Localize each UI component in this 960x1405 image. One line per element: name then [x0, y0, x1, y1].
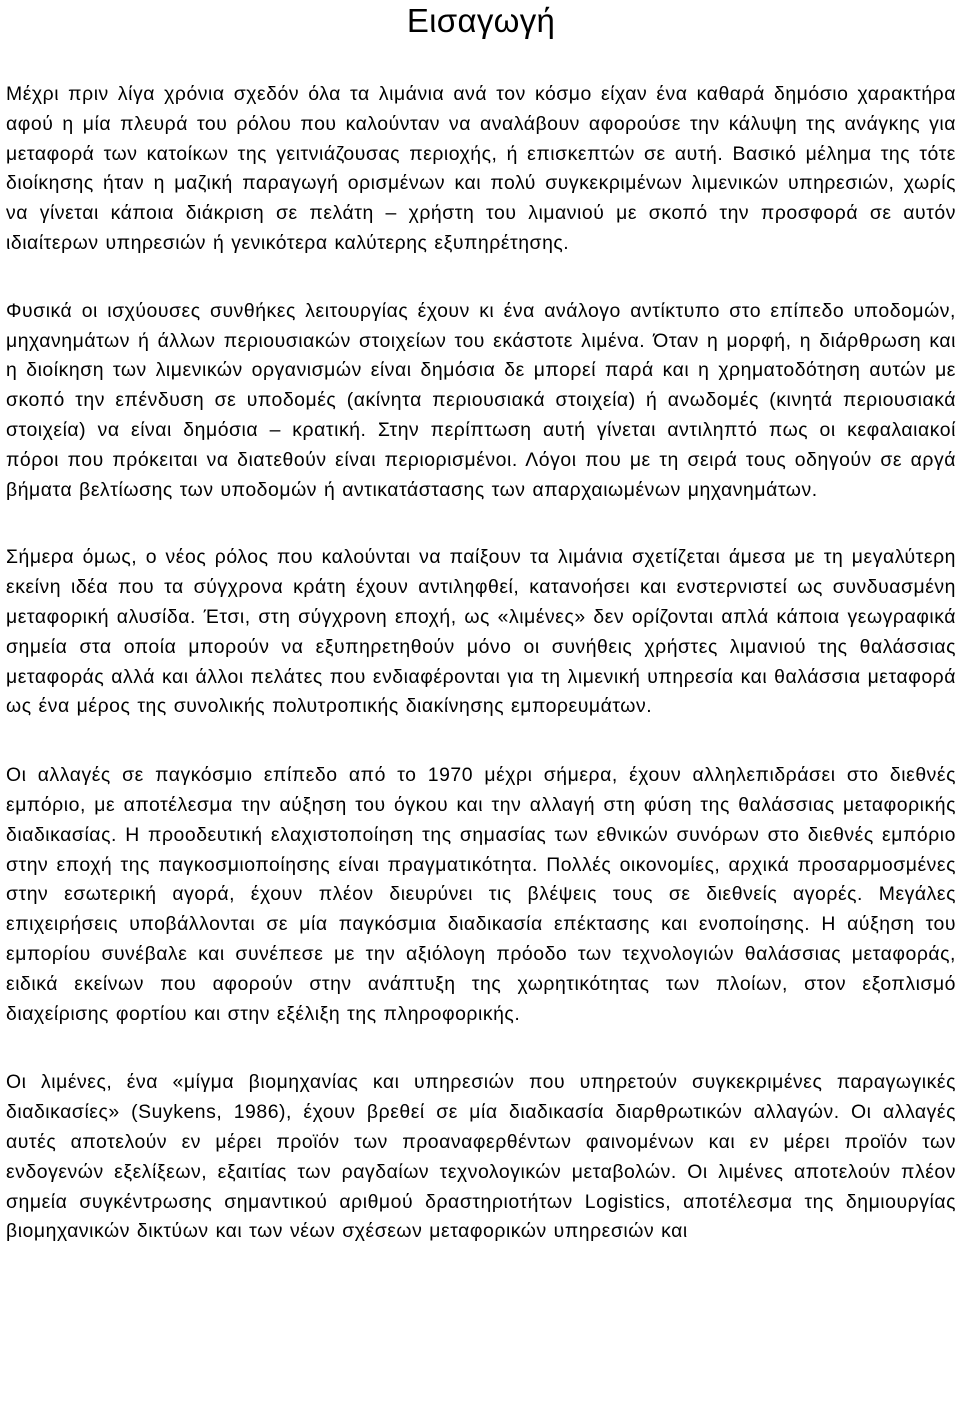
paragraph-3: Σήμερα όμως, ο νέος ρόλος που καλούνται να παίξουν τα λιμάνια σχετίζεται άμεσα με τη μεγαλύτερη εκείνη ιδέα που τα σύγχρονα κράτη έχουν αντιληφθεί, κατανοήσει και ενστερνιστεί ως συνδυασμένη μεταφορική αλυσίδα. Έτσι, στη σύγχρονη εποχή, ως «λιμένες» δεν ορίζονται απλά κάποια γεωγραφικά σημεία στα οποία μπορούν να εξυπηρετηθούν μόνο οι συνήθεις χρήστες λιμανιού της θαλάσσιας μεταφοράς αλλά και άλλοι πελάτες που ενδιαφέρονται για τη λιμενική υπηρεσία και θαλάσσια μεταφορά ως ένα μέρος της συνολικής πολυτροπικής διακίνησης εμπορευμάτων. [6, 546, 956, 718]
paragraph-2: Φυσικά οι ισχύουσες συνθήκες λειτουργίας έχουν κι ένα ανάλογο αντίκτυπο στο επίπεδο υποδομών, μηχανημάτων ή άλλων περιουσιακών στοιχείων του εκάστοτε λιμένα. Όταν η μορφή, η διάρθρωση και η διοίκηση των λιμενικών οργανισμών είναι δημόσια δε μπορεί παρά και η χρηματοδότηση αυτών με σκοπό την επένδυση σε υποδομές (ακίνητα περιουσιακά στοιχεία) ή ανωδομές (κινητά περιουσιακά στοιχεία) να είναι δημόσια – κρατική. Στην περίπτωση αυτή γίνεται αντιληπτό πως οι κεφαλαιακοί πόροι που πρόκειται να διατεθούν είναι περιορισμένοι. Λόγοι που με τη σειρά τους οδηγούν σε αργά βήματα βελτίωσης των υποδομών ή αντικατάστασης των απαρχαιωμένων μηχανημάτων. [6, 299, 956, 501]
page-title: Εισαγωγή [406, 2, 556, 39]
document-page [6, 0, 956, 1247]
paragraph-5: Οι λιμένες, ένα «μίγμα βιομηχανίας και υπηρεσιών που υπηρετούν συγκεκριμένες παραγωγικές διαδικασίες» (Suykens, 1986), έχουν βρεθεί σε μία διαδικασία διαρθρωτικών αλλαγών. Οι αλλαγές αυτές αποτελούν εν μέρει προϊόν των προαναφερθέντων φαινομένων και εν μέρει προϊόν των ενδογενών εξελίξεων, εξαιτίας των ραγδαίων τεχνολογικών μεταβολών. Οι λιμένες αποτελούν πλέον σημεία συγκέντρωσης σημαντικού αριθμού δραστηριοτήτων Logistics, αποτέλεσμα της δημιουργίας βιομηχανικών δικτύων και των νέων σχέσεων μεταφορικών υπηρεσιών και [6, 1071, 956, 1243]
paragraph-4: Οι αλλαγές σε παγκόσμιο επίπεδο από το 1970 μέχρι σήμερα, έχουν αλληλεπιδράσει στο διεθνές εμπόριο, με αποτέλεσμα την αύξηση του όγκου και την αλλαγή στη φύση της θαλάσσιας μεταφορικής διαδικασίας. Η προοδευτική ελαχιστοποίηση της σημασίας των εθνικών συνόρων στο διεθνές εμπόριο στην εποχή της παγκοσμιοποίησης είναι πραγματικότητα. Πολλές οικονομίες, αρχικά προσαρμοσμένες στην εσωτερική αγορά, έχουν πλέον διευρύνει τις βλέψεις τους σε διεθνείς αγορές. Μεγάλες επιχειρήσεις υποβάλλονται σε μία παγκόσμια διαδικασία επέκτασης και ενοποίησης. Η αύξηση του εμπορίου συνέβαλε και συνέπεσε με την αξιόλογη πρόοδο των τεχνολογιών θαλάσσιας μεταφοράς, ειδικά εκείνων που αφορούν στην ανάπτυξη της χωρητικότητας των πλοίων, στον εξοπλισμό διαχείρισης φορτίου και στην εξέλιξη της πληροφορικής. [6, 764, 956, 1025]
paragraph-1: Μέχρι πριν λίγα χρόνια σχεδόν όλα τα λιμάνια ανά τον κόσμο είχαν ένα καθαρά δημόσιο χαρακτήρα αφού η μία πλευρά του ρόλου που καλούνταν να αναλάβουν αφορούσε την κάλυψη της ανάγκης για μεταφορά των κατοίκων της γειτνιάζουσας περιοχής, ή επισκεπτών σε αυτή. Βασικό μέλημα της τότε διοίκησης ήταν η μαζική παραγωγή ορισμένων και πολύ συγκεκριμένων λιμενικών υπηρεσιών, χωρίς να γίνεται κάποια διάκριση σε πελάτη – χρήστη του λιμανιού με σκοπό την προσφορά σε αυτόν ιδιαίτερων υπηρεσιών ή γενικότερα καλύτερης εξυπηρέτησης. [6, 83, 956, 254]
